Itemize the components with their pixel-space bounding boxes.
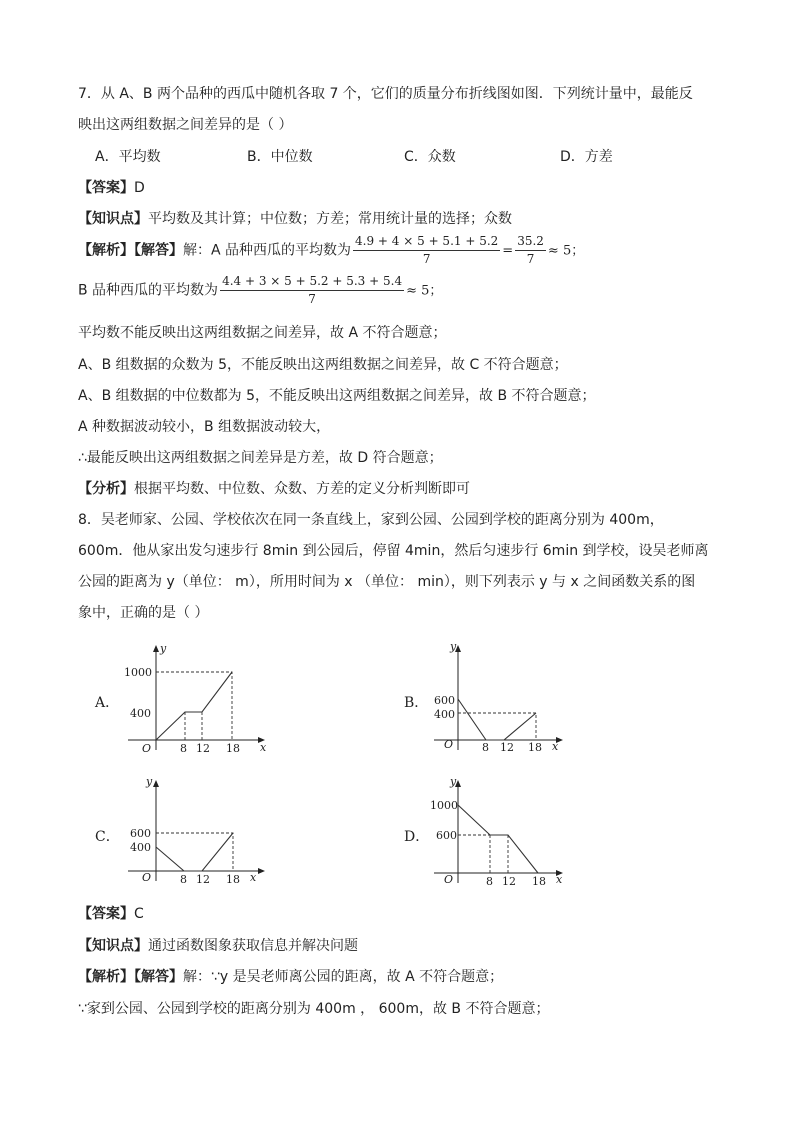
x-tick-label: 8 (180, 742, 187, 755)
graph-b (428, 640, 578, 755)
q7-analysis-line: A、B 组数据的中位数都为 5，不能反映出这两组数据之间差异，故 B 不符合题意； (78, 388, 596, 404)
analysis-b-prefix: B 品种西瓜的平均数为 (78, 282, 219, 299)
analysis-b-suffix: ≈ 5； (406, 283, 443, 299)
fraction-numerator: 4.4 + 3 × 5 + 5.2 + 5.3 + 5.4 (220, 274, 404, 291)
graph-a-label: A． (95, 695, 120, 711)
graph-a-line (156, 672, 232, 740)
y-axis-label: y (450, 775, 457, 788)
q7-choice-a: A．平均数 (95, 149, 161, 165)
x-axis-label: x (552, 740, 559, 753)
fraction-denominator: 7 (526, 252, 535, 266)
y-axis-label: y (146, 775, 153, 788)
analysis-tag: 【解析】【解答】 (78, 242, 183, 259)
y-tick-label: 600 (130, 827, 151, 840)
y-tick-label: 400 (130, 841, 151, 854)
y-tick-label: 400 (434, 708, 455, 721)
q7-knowledge (78, 208, 512, 228)
guide-lines (156, 672, 232, 740)
q7-choice-b: B．中位数 (247, 149, 313, 165)
graph-b-line (458, 699, 536, 740)
x-axis-label: x (556, 873, 563, 886)
analysis-text: 解：∵y 是吴老师离公园的距离，故 A 不符合题意； (183, 969, 504, 985)
guide-lines (458, 835, 508, 873)
x-axis-label: x (250, 871, 257, 884)
origin-label: O (142, 871, 152, 884)
fraction-numerator: 4.9 + 4 × 5 + 5.1 + 5.2 (353, 234, 500, 251)
analysis-b-fraction (220, 274, 404, 307)
x-tick-label: 12 (196, 873, 210, 886)
q8-stem-line-1: 8．吴老师家、公园、学校依次在同一条直线上，家到公园、公园到学校的距离分别为 400m， (78, 512, 664, 528)
x-tick-label: 8 (482, 741, 489, 754)
graph-c-label: C． (95, 829, 120, 845)
graph-a (120, 640, 270, 755)
q7-stem-line-1: 7．从 A、B 两个品种的西瓜中随机各取 7 个，它们的质量分布折线图如图．下列统计量中，最能反 (78, 86, 693, 102)
x-tick-label: 8 (180, 873, 187, 886)
q7-analysis-a (78, 234, 584, 267)
graph-c-line (156, 833, 233, 871)
x-tick-label: 18 (528, 741, 542, 754)
remark-tag: 【分析】 (78, 481, 134, 497)
x-axis-label: x (260, 741, 267, 754)
x-tick-label: 18 (532, 875, 546, 888)
y-axis-arrow (153, 645, 159, 652)
answer-tag: 【答案】 (78, 906, 134, 922)
q7-analysis-line: A、B 组数据的众数为 5，不能反映出这两组数据之间差异，故 C 不符合题意； (78, 357, 568, 373)
y-tick-label: 400 (130, 707, 151, 720)
q7-answer (78, 177, 145, 197)
x-tick-label: 12 (502, 875, 516, 888)
analysis-a-prefix: 解：A 品种西瓜的平均数为 (183, 242, 352, 259)
q7-choice-c: C．众数 (404, 149, 456, 165)
q8-answer (78, 903, 144, 923)
q8-stem-line-2: 600m．他从家出发匀速步行 8min 到公园后，停留 4min，然后匀速步行 6min 到学校，设吴老师离 (78, 543, 709, 559)
y-tick-label: 600 (434, 694, 455, 707)
answer-value: C (134, 906, 144, 922)
q8-stem-line-4: 象中，正确的是（ ） (78, 605, 209, 621)
graph-b-label: B． (404, 695, 429, 711)
y-tick-label: 1000 (124, 666, 152, 679)
q8-analysis-2: ∵家到公园、公园到学校的距离分别为 400m ， 600m，故 B 不符合题意； (78, 1001, 550, 1017)
fraction-denominator: 7 (308, 292, 316, 306)
q7-analysis-b (78, 274, 442, 307)
knowledge-text: 平均数及其计算；中位数；方差；常用统计量的选择；众数 (148, 211, 512, 227)
analysis-a-fraction-2 (515, 234, 546, 267)
origin-label: O (142, 742, 152, 755)
y-axis-label: y (160, 642, 167, 655)
y-axis-arrow (153, 780, 159, 787)
answer-value: D (134, 180, 145, 196)
q8-analysis-1 (78, 966, 503, 986)
q8-knowledge (78, 935, 358, 955)
q7-analysis-line: ∴最能反映出这两组数据之间差异是方差，故 D 符合题意； (78, 450, 443, 466)
x-tick-label: 12 (500, 741, 514, 754)
x-tick-label: 8 (486, 875, 493, 888)
q7-choice-d: D．方差 (560, 149, 613, 165)
graph-d-line (458, 805, 538, 873)
equals-sign: = (502, 243, 514, 259)
analysis-tag: 【解析】【解答】 (78, 969, 183, 985)
q7-stem-line-2: 映出这两组数据之间差异的是（ ） (78, 117, 293, 133)
answer-tag: 【答案】 (78, 180, 134, 196)
graph-c (120, 775, 270, 890)
fraction-numerator: 35.2 (515, 234, 546, 251)
knowledge-tag: 【知识点】 (78, 211, 148, 227)
fraction-denominator: 7 (422, 252, 431, 266)
x-axis-arrow (258, 868, 265, 874)
origin-label: O (444, 738, 454, 751)
x-tick-label: 18 (226, 873, 240, 886)
q8-stem-line-3: 公园的距离为 y（单位： m），所用时间为 x （单位： min），则下列表示 y 与 x 之间函数关系的图 (78, 574, 696, 590)
y-tick-label: 1000 (430, 799, 458, 812)
knowledge-text: 通过函数图象获取信息并解决问题 (148, 938, 358, 954)
guide-lines (156, 833, 233, 871)
knowledge-tag: 【知识点】 (78, 938, 148, 954)
q7-analysis-line: 平均数不能反映出这两组数据之间差异，故 A 不符合题意； (78, 325, 447, 341)
x-tick-label: 12 (196, 742, 210, 755)
graph-d (428, 775, 578, 890)
y-tick-label: 600 (436, 829, 457, 842)
origin-label: O (444, 873, 454, 886)
q7-analysis-line: A 种数据波动较小，B 组数据波动较大， (78, 419, 331, 435)
graph-d-label: D． (404, 829, 430, 845)
remark-text: 根据平均数、中位数、众数、方差的定义分析判断即可 (134, 481, 470, 497)
x-tick-label: 18 (226, 742, 240, 755)
analysis-a-fraction (353, 234, 500, 267)
q7-remark (78, 478, 470, 498)
y-axis-label: y (450, 640, 457, 653)
analysis-a-suffix: ≈ 5； (547, 243, 585, 259)
